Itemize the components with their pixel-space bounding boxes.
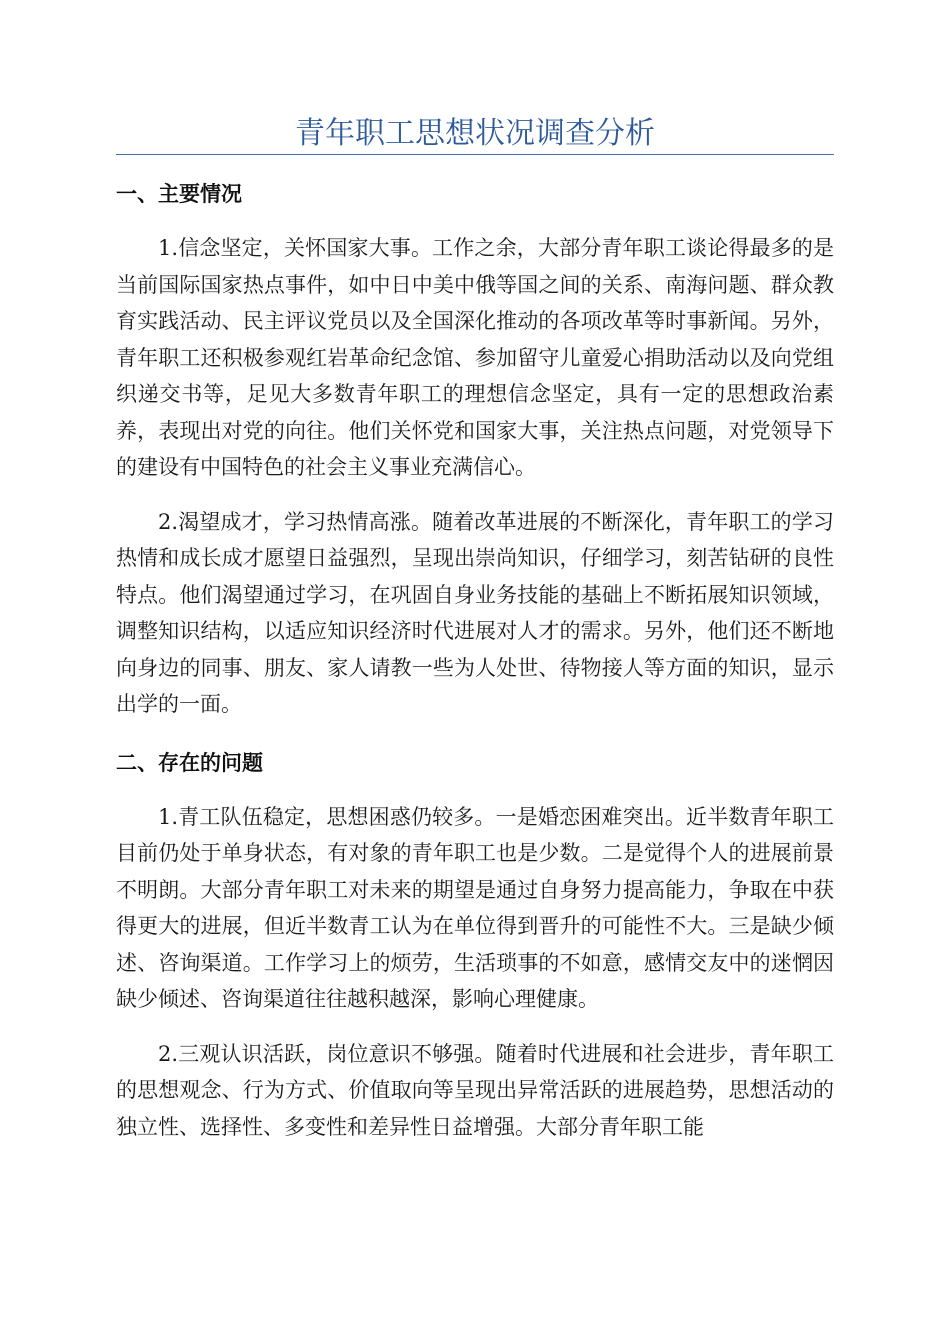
paragraph: 2.渴望成才，学习热情高涨。随着改革进展的不断深化，青年职工的学习热情和成长成才愿望日益强烈，呈现出崇尚知识，仔细学习，刻苦钻研的良性特点。他们渴望通过学习，在巩固自身业务技能的基础上不断拓展知识领域，调整知识结构，以适应知识经济时代进展对人才的需求。另外，他们还不断地向身边的同事、朋友、家人请教一些为人处世、待物接人等方面的知识，显示出学的一面。 bbox=[116, 509, 834, 716]
title-underline bbox=[116, 154, 834, 155]
paragraph: 1.青工队伍稳定，思想困惑仍较多。一是婚恋困难突出。近半数青年职工目前仍处于单身状态，有对象的青年职工也是少数。二是觉得个人的进展前景不明朗。大部分青年职工对未来的期望是通过自身努力提高能力，争取在中获得更大的进展，但近半数青工认为在单位得到晋升的可能性不大。三是缺少倾述、咨询渠道。工作学习上的烦劳，生活琐事的不如意，感情交友中的迷惘因缺少倾述、咨询渠道往往越积越深，影响心理健康。 bbox=[116, 804, 834, 1011]
paragraph: 2.三观认识活跃，岗位意识不够强。随着时代进展和社会进步，青年职工的思想观念、行为方式、价值取向等呈现出异常活跃的进展趋势，思想活动的独立性、选择性、多变性和差异性日益增强。大部分青年职工能 bbox=[116, 1041, 834, 1139]
section-heading: 二、存在的问题 bbox=[116, 750, 263, 775]
document-body bbox=[116, 172, 834, 1157]
section-heading: 一、主要情况 bbox=[116, 182, 242, 206]
section-existing-problems bbox=[116, 741, 834, 1146]
section-main-situation bbox=[116, 172, 834, 723]
document-title: 青年职工思想状况调查分析 bbox=[295, 116, 655, 151]
paragraph: 1.信念坚定，关怀国家大事。工作之余，大部分青年职工谈论得最多的是当前国际国家热点事件，如中日中美中俄等国之间的关系、南海问题、群众教育实践活动、民主评议党员以及全国深化推动的各项改革等时事新闻。另外，青年职工还积极参观红岩革命纪念馆、参加留守儿童爱心捐助活动以及向党组织递交书等，足见大多数青年职工的理想信念坚定，具有一定的思想政治素养，表现出对党的向往。他们关怀党和国家大事，关注热点问题，对党领导下的建设有中国特色的社会主义事业充满信心。 bbox=[116, 236, 834, 479]
